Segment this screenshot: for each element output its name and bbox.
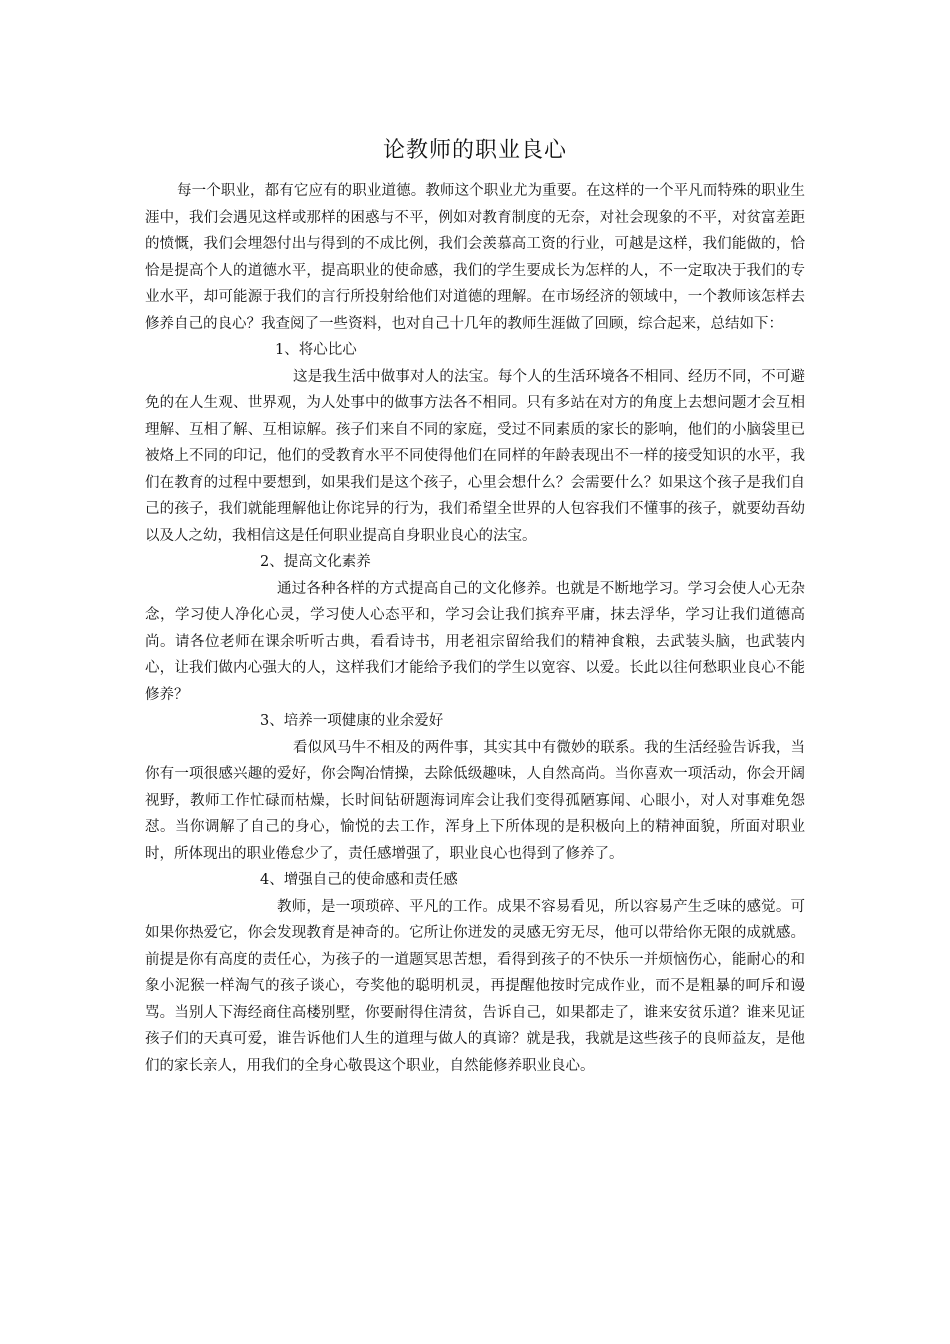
section-3-body: 看似风马牛不相及的两件事，其实其中有微妙的联系。我的生活经验告诉我，当你有一项很感兴趣的爱好，你会陶冶情操，去除低级趣味，人自然高尚。当你喜欢一项活动，你会开阔视野，教师工作忙碌而枯燥，长时间钻研题海词库会让我们变得孤陋寡闻、心眼小，对人对事难免怨怼。当你调解了自己的身心，愉悦的去工作，浑身上下所体现的是积极向上的精神面貌，所面对职业时，所体现出的职业倦怠少了，责任感增强了，职业良心也得到了修养了。: [145, 739, 805, 862]
section-1-body: 这是我生活中做事对人的法宝。每个人的生活环境各不相同、经历不同，不可避免的在人生观、世界观，为人处事中的做事方法各不相同。只有多站在对方的角度上去想问题才会互相理解、互相了解、互相谅解。孩子们来自不同的家庭，受过不同素质的家长的影响，他们的小脑袋里已被烙上不同的印记，他们的受教育水平不同使得他们在同样的年龄表现出不一样的接受知识的水平，我们在教育的过程中要想到，如果我们是这个孩子，心里会想什么？会需要什么？如果这个孩子是我们自己的孩子，我们就能理解他让你诧异的行为，我们希望全世界的人包容我们不懂事的孩子，就要幼吾幼以及人之幼，我相信这是任何职业提高自身职业良心的法宝。: [145, 368, 805, 544]
section-1-heading: 1、将心比心: [275, 342, 357, 358]
section-4-heading: 4、增强自己的使命感和责任感: [260, 872, 458, 888]
section-2-body: 通过各种各样的方式提高自己的文化修养。也就是不断地学习。学习会使人心无杂念，学习使人净化心灵，学习使人心态平和，学习会让我们摈弃平庸，抹去浮华，学习让我们道德高尚。请各位老师在课余听听古典，看看诗书，用老祖宗留给我们的精神食粮，去武装头脑，也武装内心，让我们做内心强大的人，这样我们才能给予我们的学生以宽容、以爱。长此以往何愁职业良心不能修养？: [145, 580, 805, 703]
section-4-body: 教师，是一项琐碎、平凡的工作。成果不容易看见，所以容易产生乏味的感觉。可如果你热爱它，你会发现教育是神奇的。它所让你迸发的灵感无穷无尽，他可以带给你无限的成就感。前提是你有高度的责任心，为孩子的一道题冥思苦想，看得到孩子的不快乐一并烦恼伤心，能耐心的和象小泥猴一样淘气的孩子谈心，夸奖他的聪明机灵，再提醒他按时完成作业，而不是粗暴的呵斥和谩骂。当别人下海经商住高楼别墅，你要耐得住清贫，告诉自己，如果都走了，谁来安贫乐道？谁来见证孩子们的天真可爱，谁告诉他们人生的道理与做人的真谛？就是我，我就是这些孩子的良师益友，是他们的家长亲人，用我们的全身心敬畏这个职业，自然能修养职业良心。: [145, 898, 805, 1074]
section-2-heading: 2、提高文化素养: [260, 554, 371, 570]
document-body: [145, 178, 805, 1079]
section-3-heading: 3、培养一项健康的业余爱好: [260, 713, 444, 729]
document-title: 论教师的职业良心: [382, 138, 567, 163]
intro-paragraph: 每一个职业，都有它应有的职业道德。教师这个职业尤为重要。在这样的一个平凡而特殊的职业生涯中，我们会遇见这样或那样的困惑与不平，例如对教育制度的无奈，对社会现象的不平，对贫富差距的愤慨，我们会埋怨付出与得到的不成比例，我们会羡慕高工资的行业，可越是这样，我们能做的，恰恰是提高个人的道德水平，提高职业的使命感，我们的学生要成长为怎样的人，不一定取决于我们的专业水平，却可能源于我们的言行所投射给他们对道德的理解。在市场经济的领域中，一个教师该怎样去修养自己的良心？我查阅了一些资料，也对自己十几年的教师生涯做了回顾，综合起来，总结如下：: [145, 183, 805, 332]
